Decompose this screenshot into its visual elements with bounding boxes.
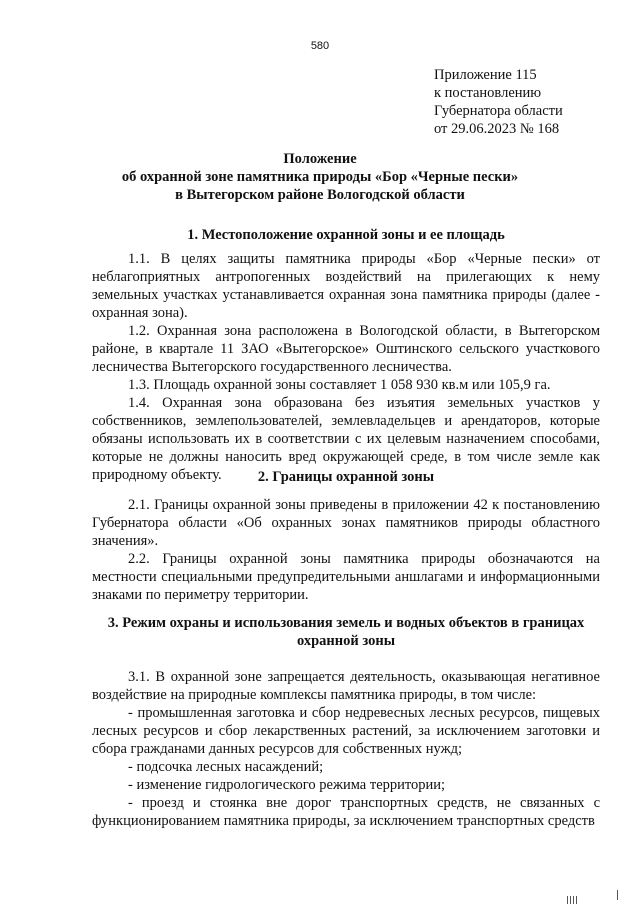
paragraph: 1.1. В целях защиты памятника природы «Бор «Черные пески» от неблагоприятных антропогенных воздействий на прилегающих к нему земельных участках устанавливается охранная зона памятника природы (далее - охранная зона). [92,251,600,321]
appendix-line: к постановлению [434,85,542,101]
appendix-line: Губернатора области [434,103,563,119]
paragraph: 1.3. Площадь охранной зоны составляет 1 058 930 кв.м или 105,9 га. [128,377,551,393]
scan-mark [567,891,585,899]
title-line: об охранной зоне памятника природы «Бор «Черные пески» в Вытегорском районе Вологодской области [121,169,519,203]
paragraph: 1.4. Охранная зона образована без изъятия земельных участков у собственников, землепользователей, землевладельцев и арендаторов, которые обязаны использовать их в соответствии с их целевым назначением способами, которые не должны наносить вред окружающей среде, в том числе земле как природному объекту. [92,395,600,483]
appendix-line: Приложение 115 [434,67,537,83]
scan-edge-mark [617,890,618,900]
section-3-body [92,668,600,830]
paragraph: 2.1. Границы охранной зоны приведены в приложении 42 к постановлению Губернатора области «Об охранных зонах памятников природы областного значения». [92,497,600,549]
section-1-body [92,250,600,484]
section-heading: 3. Режим охраны и использования земель и водных объектов в границах охранной зоны [107,615,585,649]
section-1 [92,226,600,244]
paragraph: 3.1. В охранной зоне запрещается деятельность, оказывающая негативное воздействие на природные комплексы памятника природы, в том числе: [92,669,600,703]
section-heading: 1. Местоположение охранной зоны и ее площадь [187,227,505,243]
list-item: - промышленная заготовка и сбор недревесных лесных ресурсов, пищевых лесных ресурсов и сбор лекарственных растений, за исключением заготовки и сбора гражданами данных ресурсов для собственных нужд; [92,705,600,757]
appendix-block [434,66,563,138]
list-item: - изменение гидрологического режима территории; [128,777,446,793]
list-item: - проезд и стоянка вне дорог транспортных средств, не связанных с функционированием памятника природы, за исключением транспортных средств [92,795,600,829]
section-3 [92,614,600,650]
page-number: 580 [310,40,330,52]
section-2-body [92,496,600,604]
list-item: - подсочка лесных насаждений; [128,759,324,775]
section-heading: 2. Границы охранной зоны [257,469,435,485]
section-2 [92,468,600,486]
document-title [120,150,520,204]
paragraph: 1.2. Охранная зона расположена в Вологодской области, в Вытегорском районе, в квартале 11 ЗАО «Вытегорское» Оштинского сельского участкового лесничества Вытегорского государственного лесничества. [92,323,600,375]
title-line: Положение [283,151,357,167]
appendix-line: от 29.06.2023 № 168 [434,121,560,137]
paragraph: 2.2. Границы охранной зоны памятника природы обозначаются на местности специальными предупредительными аншлагами и информационными знаками по периметру территории. [92,551,600,603]
